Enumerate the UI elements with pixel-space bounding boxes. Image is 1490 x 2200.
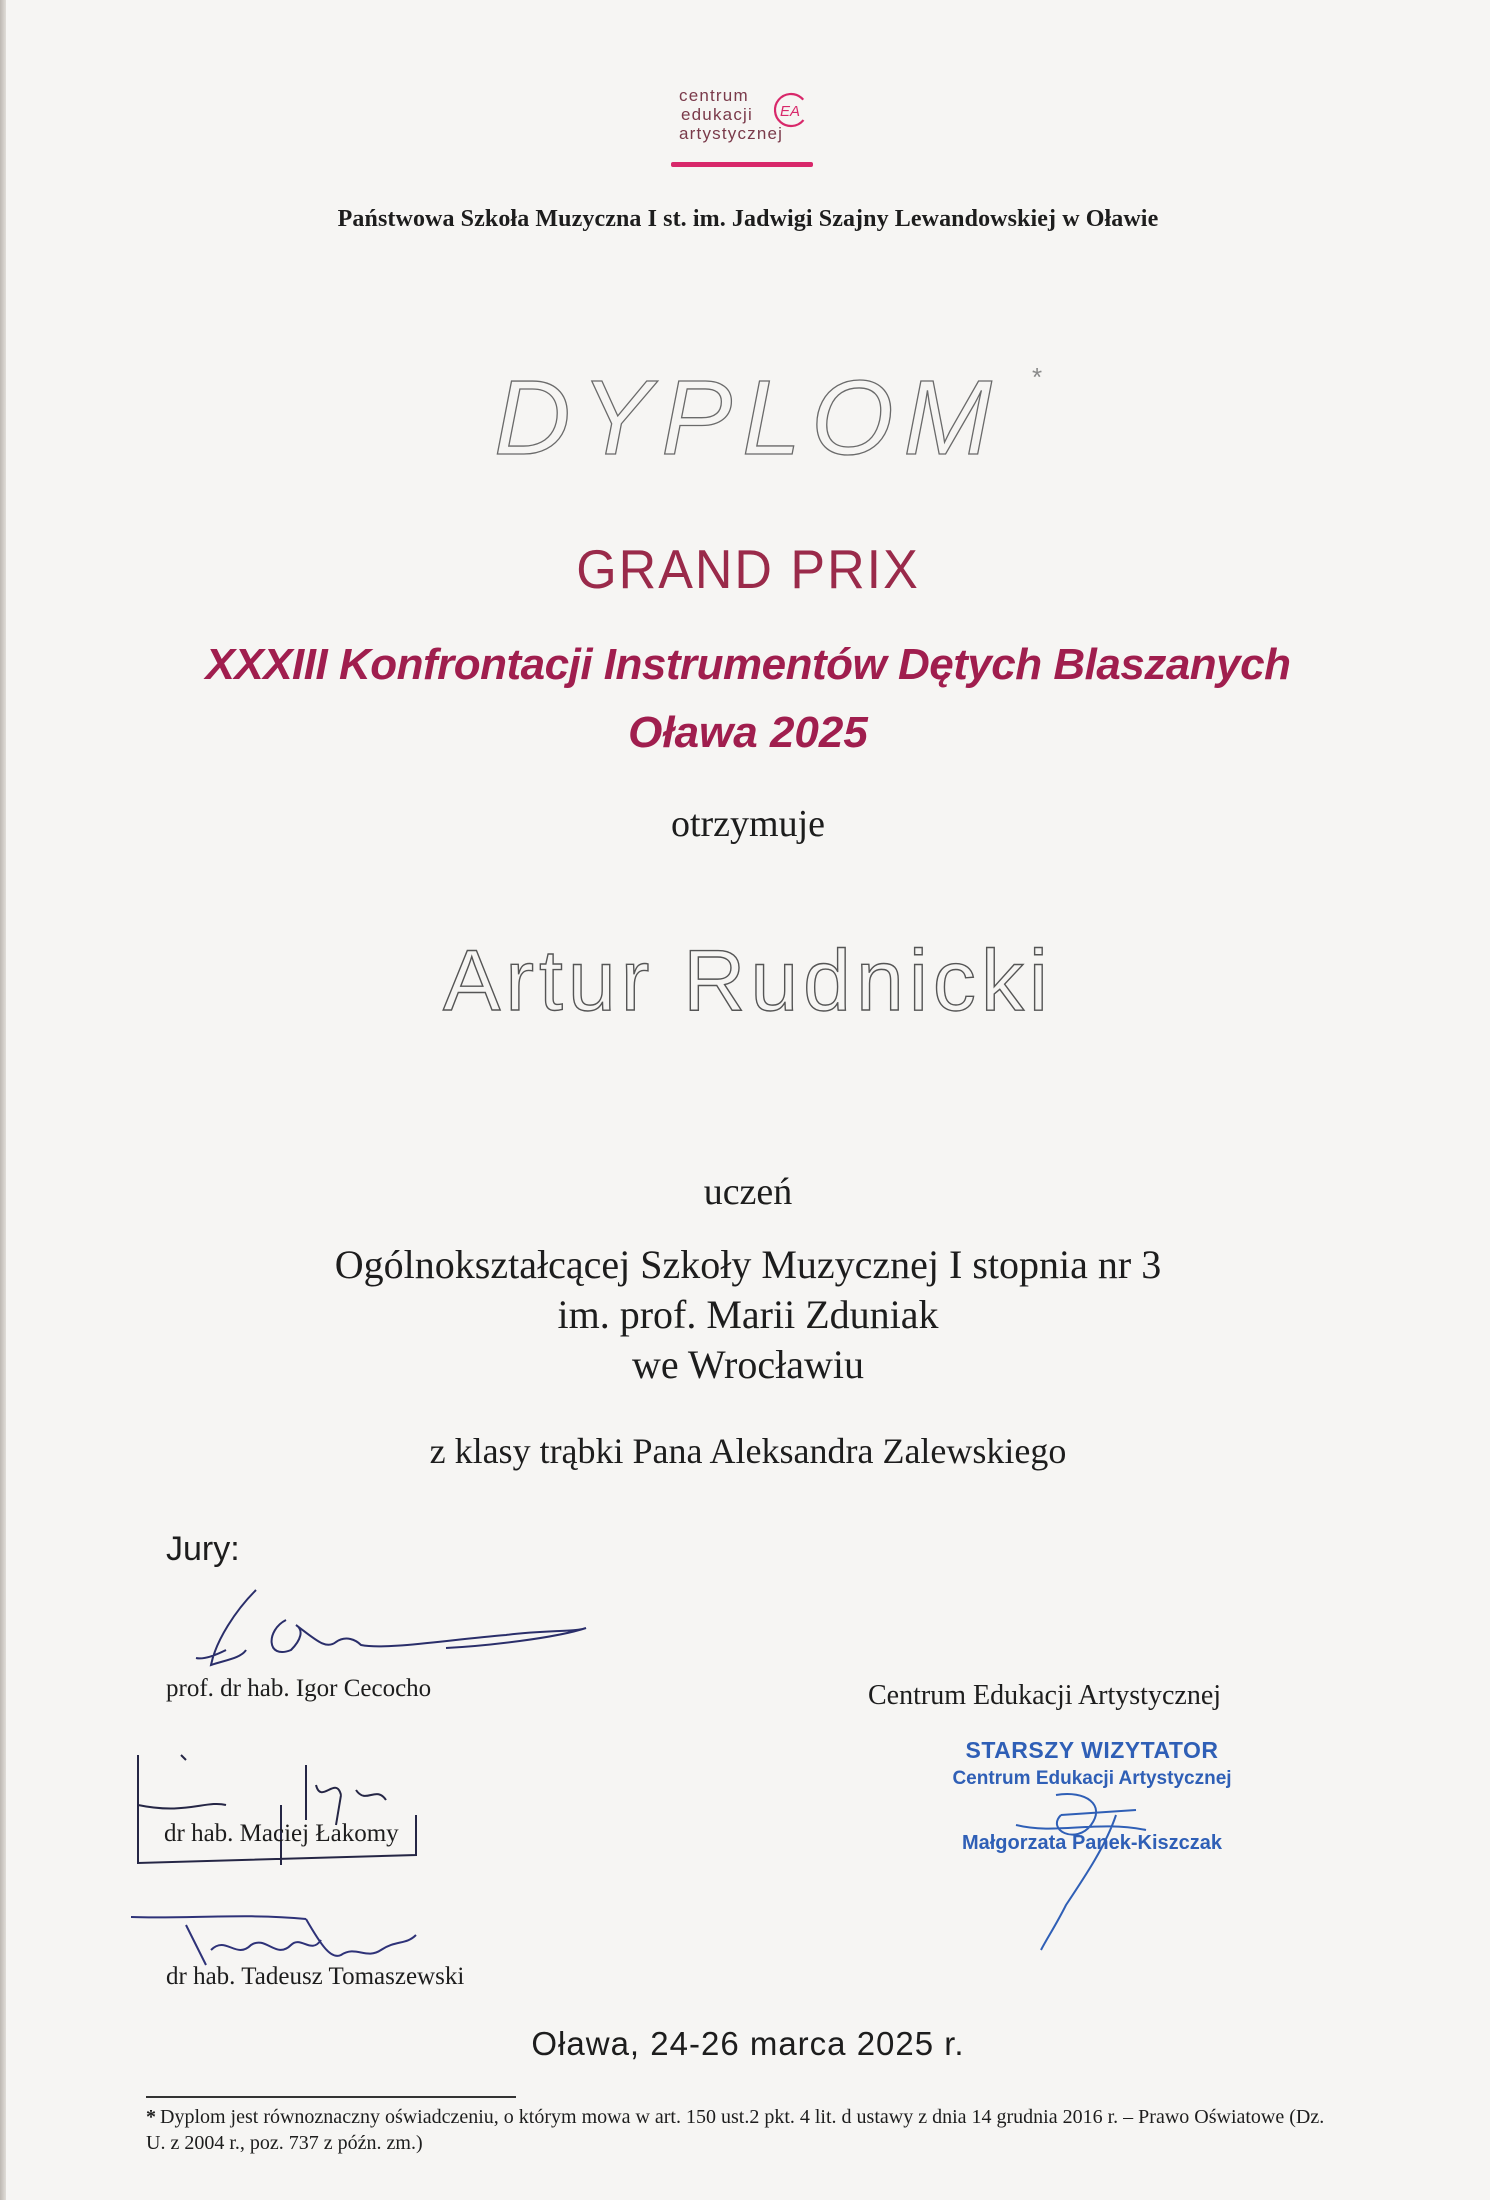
footnote-text: Dyplom jest równoznaczny oświadczeniu, o którym mowa w art. 150 ust.2 pkt. 4 lit. d ustawy z dnia 14 grudnia 2016 r. – Prawo Oświatowe (Dz. U. z 2004 r., poz. 737 z późn. zm.)	[146, 2106, 1325, 2154]
recipient-school-line-2: im. prof. Marii Zduniak	[557, 1292, 939, 1337]
competition-place-year: Oława 2025	[628, 708, 868, 757]
stamp-person: Małgorzata Panek-Kiszczak	[961, 1832, 1223, 1854]
logo-line-2: edukacji	[681, 105, 753, 124]
recipient-school-line-3: we Wrocławiu	[631, 1342, 864, 1387]
stamp-title: STARSZY WIZYTATOR	[965, 1737, 1219, 1763]
cea-logo	[671, 86, 831, 170]
recipient-school	[6, 1240, 1490, 1390]
juror-3-name: dr hab. Tadeusz Tomaszewski	[166, 1963, 465, 1990]
logo-line-3: artystycznej	[679, 124, 784, 143]
footnote-divider	[146, 2096, 516, 2098]
logo-underline	[671, 162, 813, 167]
logo-text	[679, 86, 783, 143]
stamp-organization: Centrum Edukacji Artystycznej	[952, 1768, 1232, 1789]
issuing-school: Państwowa Szkoła Muzyczna I st. im. Jadwigi Szajny Lewandowskiej w Oławie	[337, 206, 1159, 232]
juror-2-name: dr hab. Maciej Łakomy	[164, 1820, 399, 1847]
recipient-school-line-1: Ogólnokształcącej Szkoły Muzycznej I stopnia nr 3	[334, 1242, 1162, 1287]
diploma-sheet	[6, 0, 1490, 2200]
title-asterisk: *	[1032, 362, 1043, 392]
signature-juror-1	[186, 1580, 606, 1690]
signature-juror-2	[126, 1745, 436, 1875]
logo-line-1: centrum	[679, 86, 749, 105]
competition-name: XXXIII Konfrontacji Instrumentów Dętych Blaszanych	[205, 640, 1291, 689]
receives-label: otrzymuje	[670, 803, 826, 845]
juror-1-name: prof. dr hab. Igor Cecocho	[166, 1675, 432, 1702]
issue-date: Oława, 24-26 marca 2025 r.	[531, 2025, 965, 2062]
diploma-title: DYPLOM	[494, 359, 1002, 477]
svg-text:EA: EA	[780, 103, 801, 120]
role-label: uczeń	[703, 1171, 793, 1213]
cea-mark-icon	[771, 90, 811, 130]
footnote-mark: *	[146, 2106, 156, 2128]
institution-name: Centrum Edukacji Artystycznej	[868, 1680, 1222, 1711]
class-line: z klasy trąbki Pana Aleksandra Zalewskiego	[429, 1431, 1067, 1471]
signature-inspector	[996, 1785, 1166, 1955]
recipient-name: Artur Rudnicki	[442, 933, 1054, 1029]
award-name: GRAND PRIX	[576, 539, 920, 601]
footnote	[146, 2104, 1346, 2156]
jury-label: Jury:	[166, 1530, 240, 1568]
